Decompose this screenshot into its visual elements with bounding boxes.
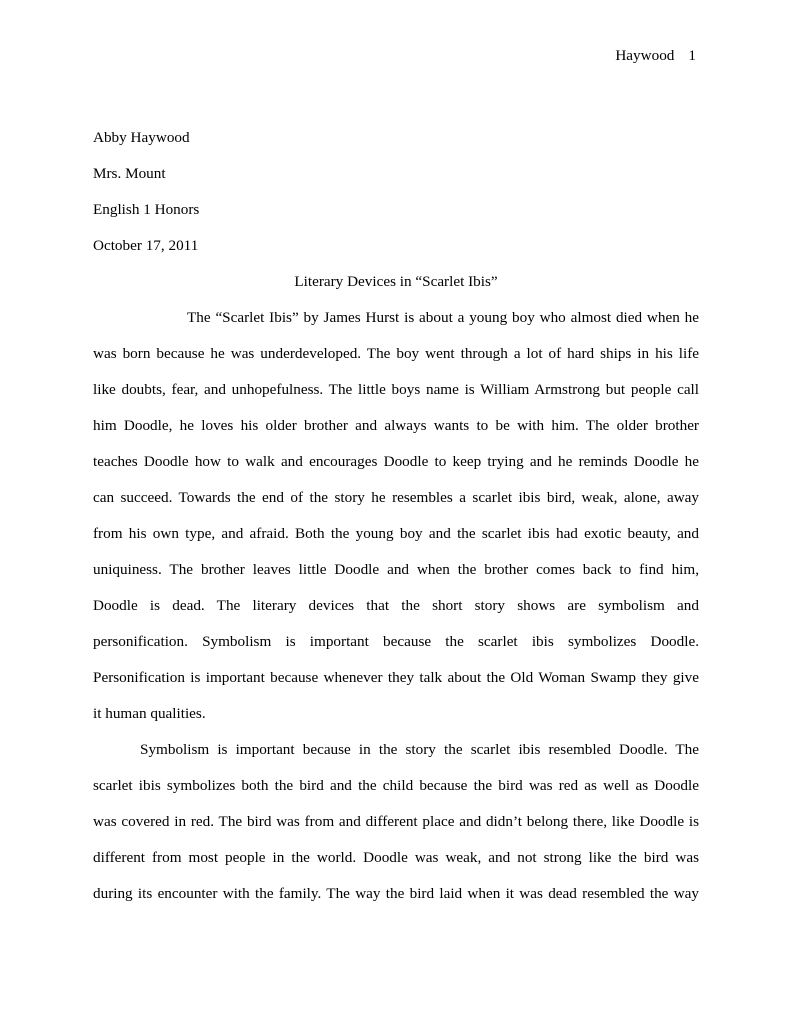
paragraph-line: teaches Doodle how to walk and encourages Doodle to keep trying and he reminds Doodle he: [93, 453, 699, 470]
paragraph-2: [93, 738, 699, 918]
essay-title: Literary Devices in “Scarlet Ibis”: [294, 273, 498, 290]
paragraph-1: [93, 306, 699, 738]
paragraph-line: uniquiness. The brother leaves little Doodle and when the brother comes back to find him,: [93, 561, 699, 578]
document-body: [93, 126, 699, 918]
paragraph-line: was covered in red. The bird was from and different place and didn’t belong there, like Doodle is: [93, 813, 699, 830]
paragraph-line: Symbolism is important because in the story the scarlet ibis resembled Doodle. The: [140, 741, 699, 758]
paragraph-line: Doodle is dead. The literary devices that the short story shows are symbolism and: [93, 597, 699, 614]
header-surname: Haywood: [615, 47, 675, 64]
essay-date: October 17, 2011: [93, 237, 199, 254]
paragraph-line: from his own type, and afraid. Both the young boy and the scarlet ibis had exotic beauty, and: [93, 525, 699, 542]
paragraph-line: him Doodle, he loves his older brother and always wants to be with him. The older brother: [93, 417, 699, 434]
paragraph-line: can succeed. Towards the end of the story he resembles a scarlet ibis bird, weak, alone, away: [93, 489, 699, 506]
paragraph-line: personification. Symbolism is important because the scarlet ibis symbolizes Doodle.: [93, 633, 699, 650]
paragraph-line: was born because he was underdeveloped. The boy went through a lot of hard ships in his life: [93, 345, 699, 362]
paragraph-line: different from most people in the world. Doodle was weak, and not strong like the bird was: [93, 849, 699, 866]
paragraph-line: scarlet ibis symbolizes both the bird and the child because the bird was red as well as Doodle: [93, 777, 699, 794]
author-name: Abby Haywood: [93, 129, 190, 146]
paragraph-line: The “Scarlet Ibis” by James Hurst is about a young boy who almost died when he: [187, 309, 699, 326]
paragraph-line: it human qualities.: [93, 705, 206, 722]
teacher-name: Mrs. Mount: [93, 165, 166, 182]
paragraph-line: during its encounter with the family. The way the bird laid when it was dead resembled the way: [93, 885, 699, 902]
running-header: [615, 46, 696, 66]
course-name: English 1 Honors: [93, 201, 200, 218]
page-number: 1: [688, 47, 696, 64]
paragraph-line: Personification is important because whenever they talk about the Old Woman Swamp they give: [93, 669, 699, 686]
paragraph-line: like doubts, fear, and unhopefulness. The little boys name is William Armstrong but people call: [93, 381, 699, 398]
